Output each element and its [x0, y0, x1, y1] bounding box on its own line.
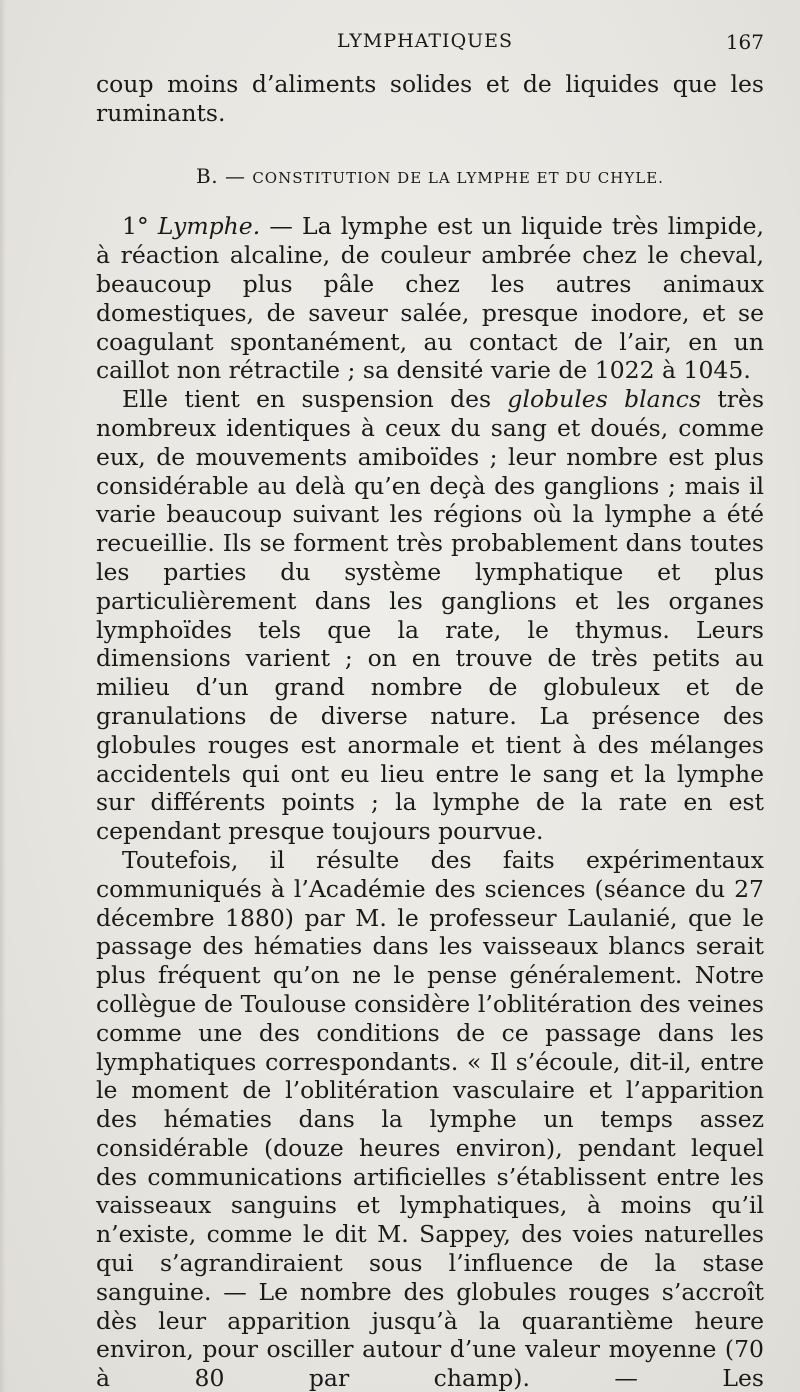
running-head-title: LYMPHATIQUES: [336, 30, 514, 52]
running-head: [94, 30, 764, 60]
paragraph-label-lymphe: Lymphe.: [157, 212, 261, 241]
section-heading: [96, 162, 764, 193]
emphasis-globules-blancs: globules blancs: [507, 385, 702, 414]
section-title: CONSTITUTION DE LA LYMPHE ET DU CHYLE.: [252, 168, 664, 187]
continuation-paragraph: coup moins d’aliments solides et de liquides que les ruminants.: [96, 70, 764, 127]
page-edge-shadow: [0, 0, 6, 1392]
paragraph-globules: [96, 385, 764, 846]
paragraph-lymphe: [96, 212, 764, 385]
page-number: 167: [725, 30, 764, 54]
paragraph-text: Elle tient en suspension des: [122, 385, 508, 414]
paragraph-number: 1°: [122, 212, 158, 241]
paragraph-text: — La lymphe est un liquide très limpide, à réaction alcaline, de couleur ambrée chez le cheval, beaucoup plus pâle chez les autres animaux domestiques, de saveur salée, presque inodore, et se coagulant spontanément, au contact de l’air, en un caillot non rétractile ; sa densité varie de 1022 à 1045.: [96, 212, 764, 385]
section-letter: B. —: [196, 163, 246, 188]
paragraph-text: très nombreux identiques à ceux du sang et doués, comme eux, de mouvements amiboïdes ; leur nombre est plus considérable au delà qu’en deçà des ganglions ; mais il varie beaucoup suivant les régions où la lymphe a été recueillie. Ils se forment très probablement dans toutes les parties du système lymphatique et plus particulièrement dans les ganglions et les organes lymphoïdes tels que la rate, le thymus. Leurs dimensions varient ; on en trouve de très petits au milieu d’un grand nombre de globuleux et de granulations de diverse nature. La présence des globules rouges est anormale et tient à des mélanges accidentels qui ont eu lieu entre le sang et la lymphe sur différents points ; la lymphe de la rate en est cependant presque toujours pourvue.: [96, 385, 764, 846]
paragraph-toutefois: Toutefois, il résulte des faits expérimentaux communiqués à l’Académie des sciences (séance du 27 décembre 1880) par M. le professeur Laulanié, que le passage des hématies dans les vaisseaux blancs serait plus fréquent qu’on ne le pense généralement. Notre collègue de Toulouse considère l’oblitération des veines comme une des conditions de ce passage dans les lymphatiques correspondants. « Il s’écoule, dit-il, entre le moment de l’oblitération vasculaire et l’apparition des hématies dans la lymphe un temps assez considérable (douze heures environ), pendant lequel des communications artificielles s’établissent entre les vaisseaux sanguins et lymphatiques, à moins qu’il n’existe, comme le dit M. Sappey, des voies naturelles qui s’agrandiraient sous l’influence de la stase sanguine. — Le nombre des globules rouges s’accroît dès leur apparition jusqu’à la quarantième heure environ, pour osciller autour d’une valeur moyenne (70 à 80 par champ). — Les: [96, 845, 764, 1392]
page-body: [96, 70, 764, 1392]
